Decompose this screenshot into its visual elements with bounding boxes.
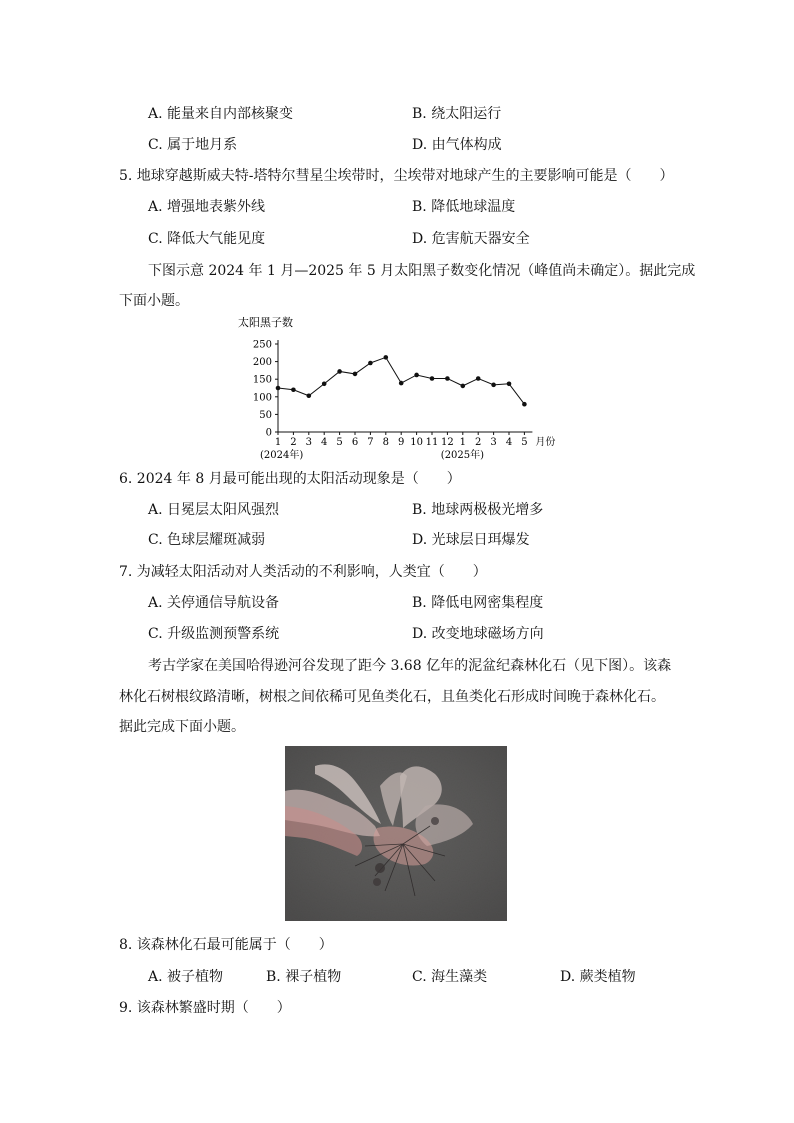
chart-point bbox=[476, 376, 481, 381]
chart-y-tick-label: 50 bbox=[259, 409, 272, 421]
chart-x-tick-label: 5 bbox=[521, 437, 528, 448]
q6-option-b: B. 地球两极极光增多 bbox=[412, 502, 544, 518]
chart-x-tick-label: 1 bbox=[459, 437, 466, 448]
q5-option-d: D. 危害航天器安全 bbox=[412, 231, 530, 247]
q4-option-a: A. 能量来自内部核聚变 bbox=[148, 106, 294, 122]
chart-x-tick-label: 3 bbox=[305, 437, 312, 448]
q8-option-b: B. 裸子植物 bbox=[266, 969, 342, 985]
q6-option-c: C. 色球层耀斑减弱 bbox=[148, 532, 266, 548]
chart-x-tick-label: 5 bbox=[336, 437, 343, 448]
chart-point bbox=[307, 393, 312, 398]
chart-point bbox=[276, 386, 281, 391]
q4-option-c: C. 属于地月系 bbox=[148, 137, 238, 153]
chart-ylabel: 太阳黑子数 bbox=[238, 316, 293, 329]
intro1-line1: 下图示意 2024 年 1 月—2025 年 5 月太阳黑子数变化情况（峰值尚未确定）。据此完成 bbox=[148, 263, 696, 279]
chart-x-tick-label: 11 bbox=[425, 437, 439, 448]
q8-option-c: C. 海生藻类 bbox=[412, 969, 488, 985]
q7-option-a: A. 关停通信导航设备 bbox=[148, 595, 280, 611]
q5-option-a: A. 增强地表紫外线 bbox=[148, 199, 266, 215]
chart-x-tick-label: 2 bbox=[475, 437, 482, 448]
chart-point bbox=[322, 381, 327, 386]
q8-option-d: D. 蕨类植物 bbox=[560, 969, 636, 985]
chart-x-tick-label: 1 bbox=[274, 437, 282, 448]
chart-y-tick-label: 0 bbox=[265, 427, 272, 439]
q5-option-b: B. 降低地球温度 bbox=[412, 199, 516, 215]
chart-point bbox=[399, 381, 404, 386]
intro2-line2: 林化石树根纹路清晰，树根之间依稀可见鱼类化石，且鱼类化石形成时间晚于森林化石。 bbox=[119, 689, 665, 705]
chart-x-tick-label: 4 bbox=[505, 437, 513, 448]
chart-point bbox=[291, 387, 296, 392]
q5-stem: 5. 地球穿越斯威夫特-塔特尔彗星尘埃带时，尘埃带对地球产生的主要影响可能是（ ） bbox=[119, 168, 674, 184]
q8-option-a: A. 被子植物 bbox=[148, 969, 224, 985]
fossil-image bbox=[285, 746, 507, 921]
sunspot-chart bbox=[236, 314, 556, 464]
chart-x-tick-label: 6 bbox=[351, 437, 359, 448]
chart-x-tick-label: 12 bbox=[441, 437, 454, 448]
chart-year-label-2024: (2024年) bbox=[260, 450, 304, 461]
forest-fossil-photo bbox=[285, 746, 507, 921]
q5-option-c: C. 降低大气能见度 bbox=[148, 231, 266, 247]
chart-x-tick-label: 7 bbox=[367, 437, 374, 448]
chart-point bbox=[353, 372, 358, 377]
chart-point bbox=[384, 355, 389, 360]
chart-point bbox=[445, 376, 450, 381]
q4-option-b: B. 绕太阳运行 bbox=[412, 106, 502, 122]
chart-x-tick-label: 9 bbox=[398, 437, 405, 448]
q6-stem: 6. 2024 年 8 月最可能出现的太阳活动现象是（ ） bbox=[119, 471, 461, 487]
chart-y-tick-label: 100 bbox=[252, 392, 272, 404]
intro2-line1: 考古学家在美国哈得逊河谷发现了距今 3.68 亿年的泥盆纪森林化石（见下图）。该森 bbox=[148, 658, 672, 674]
chart-point bbox=[337, 369, 342, 374]
chart-x-tick-label: 3 bbox=[490, 437, 497, 448]
chart-xlabel: 月份 bbox=[535, 437, 556, 448]
q6-option-a: A. 日冕层太阳风强烈 bbox=[148, 502, 280, 518]
chart-point bbox=[430, 376, 435, 381]
q8-stem: 8. 该森林化石最可能属于（ ） bbox=[119, 937, 333, 953]
chart-point bbox=[414, 373, 419, 378]
intro2-line3: 据此完成下面小题。 bbox=[119, 719, 245, 735]
chart-point bbox=[368, 361, 373, 366]
sunspot-chart-svg bbox=[236, 314, 556, 464]
chart-year-label-2025: (2025年) bbox=[440, 450, 485, 461]
q6-option-d: D. 光球层日珥爆发 bbox=[412, 532, 530, 548]
chart-point bbox=[507, 381, 512, 386]
q7-option-d: D. 改变地球磁场方向 bbox=[412, 626, 544, 642]
chart-x-tick-label: 2 bbox=[290, 437, 297, 448]
chart-point bbox=[461, 384, 466, 389]
chart-x-tick-label: 4 bbox=[321, 437, 328, 448]
chart-point bbox=[491, 383, 496, 388]
q4-option-d: D. 由气体构成 bbox=[412, 137, 502, 153]
q7-stem: 7. 为减轻太阳活动对人类活动的不利影响，人类宜（ ） bbox=[119, 564, 487, 580]
chart-x-tick-label: 8 bbox=[382, 437, 389, 448]
intro1-line2: 下面小题。 bbox=[119, 293, 189, 309]
q7-option-b: B. 降低电网密集程度 bbox=[412, 595, 544, 611]
q9-stem: 9. 该森林繁盛时期（ ） bbox=[119, 1000, 291, 1016]
chart-y-tick-label: 150 bbox=[252, 374, 272, 386]
q7-option-c: C. 升级监测预警系统 bbox=[148, 626, 280, 642]
chart-y-tick-label: 200 bbox=[252, 357, 272, 369]
chart-y-tick-label: 250 bbox=[252, 339, 272, 351]
chart-point bbox=[522, 402, 527, 407]
chart-x-tick-label: 10 bbox=[410, 437, 423, 448]
